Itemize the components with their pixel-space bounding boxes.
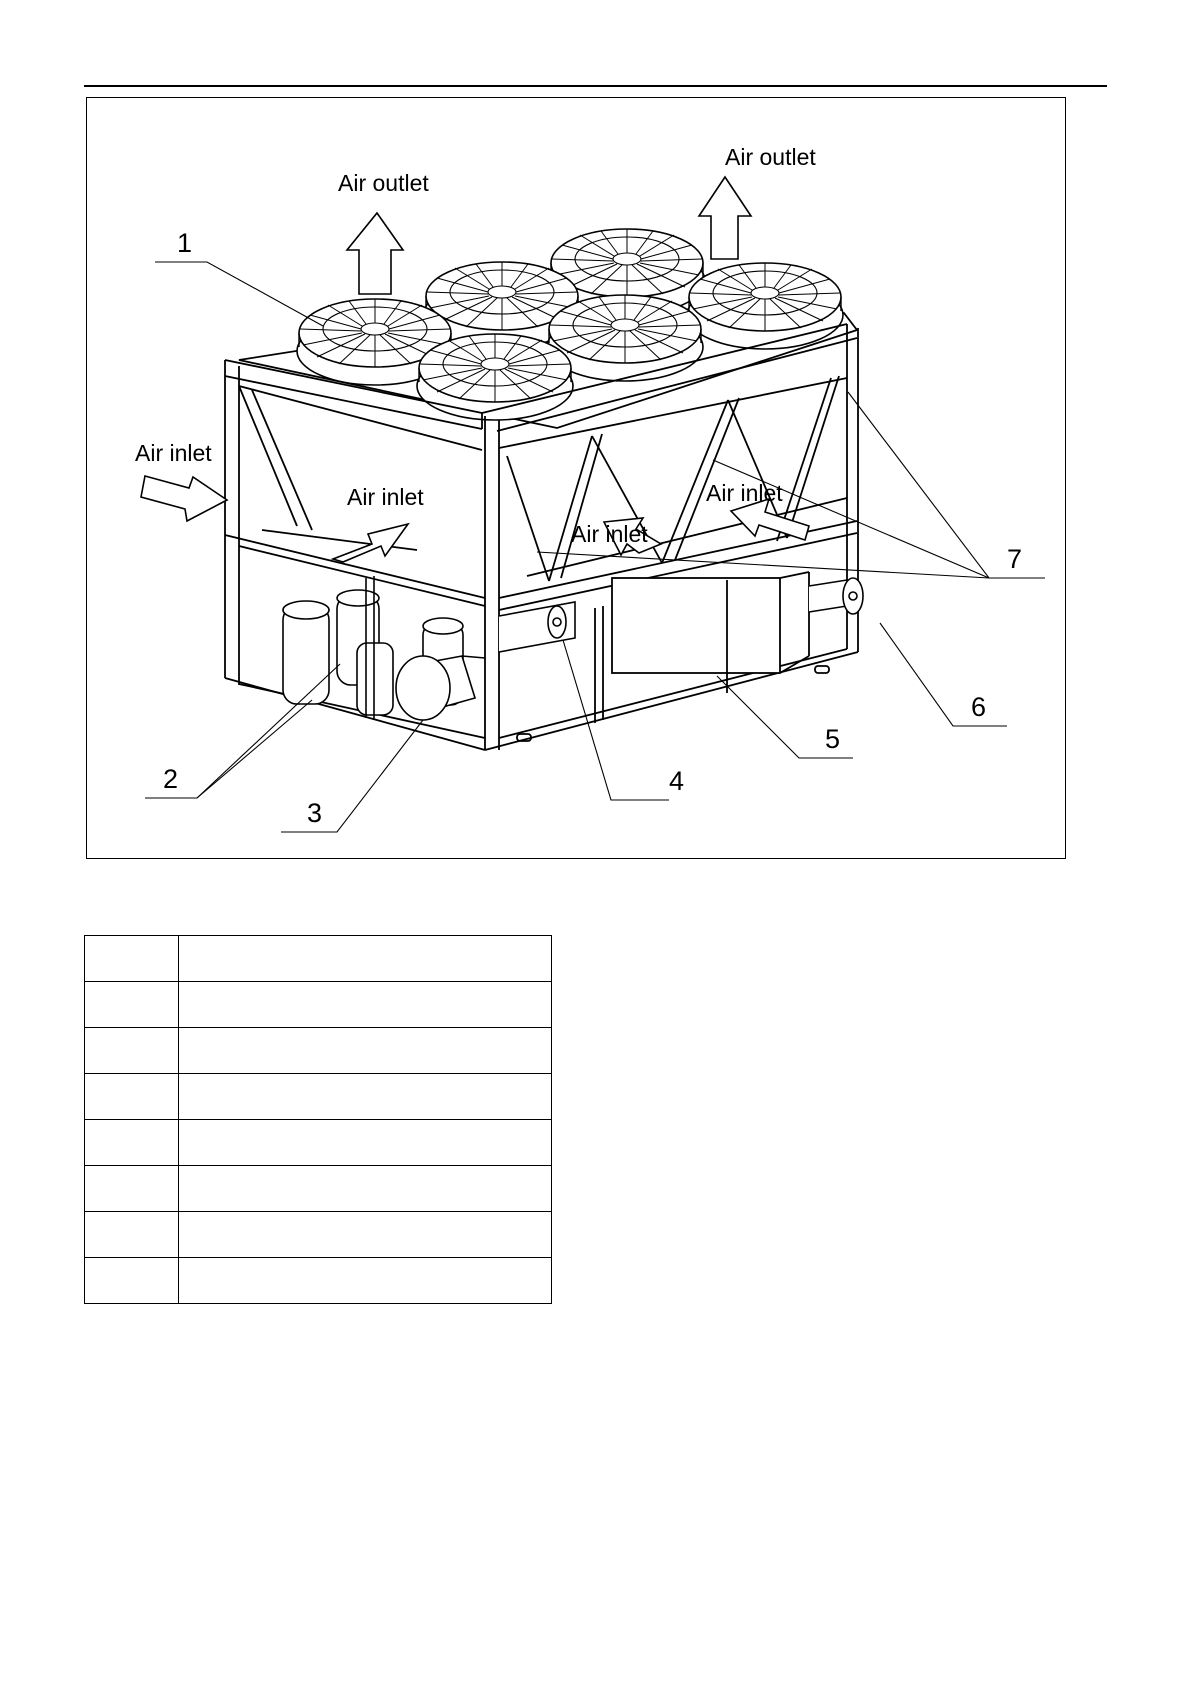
header-rule xyxy=(84,85,1107,87)
water-inlet-pipe xyxy=(499,602,575,652)
part-no xyxy=(85,1028,179,1074)
part-name xyxy=(179,1074,552,1120)
part-no xyxy=(85,1120,179,1166)
accumulator xyxy=(396,656,485,720)
air-outlet-arrow xyxy=(347,213,403,294)
air-outlet-arrow xyxy=(699,177,751,259)
table-row xyxy=(85,1120,552,1166)
parts-table xyxy=(84,935,552,1304)
air-inlet-label: Air inlet xyxy=(571,521,648,547)
part-name xyxy=(179,936,552,982)
table-row xyxy=(85,1258,552,1304)
callout-2: 2 xyxy=(163,764,179,794)
callout-7: 7 xyxy=(1007,544,1023,574)
table-row xyxy=(85,1212,552,1258)
part-name xyxy=(179,1258,552,1304)
part-no xyxy=(85,936,179,982)
callout-6: 6 xyxy=(971,692,987,722)
unit-diagram-frame xyxy=(86,97,1066,859)
air-inlet-arrow xyxy=(333,524,408,562)
unit-diagram xyxy=(87,98,1067,860)
part-name xyxy=(179,1212,552,1258)
fan-icon xyxy=(687,263,843,349)
table-row xyxy=(85,1166,552,1212)
table-row xyxy=(85,936,552,982)
water-outlet-pipe xyxy=(809,578,863,614)
air-inlet-label: Air inlet xyxy=(706,480,783,506)
air-inlet-arrow xyxy=(141,476,227,521)
part-no xyxy=(85,1258,179,1304)
part-no xyxy=(85,1212,179,1258)
air-inlet-label: Air inlet xyxy=(347,484,424,510)
callout-5: 5 xyxy=(825,724,841,754)
air-outlet-label: Air outlet xyxy=(725,144,816,170)
part-name xyxy=(179,982,552,1028)
part-no xyxy=(85,1074,179,1120)
callout-3: 3 xyxy=(307,798,323,828)
air-outlet-label: Air outlet xyxy=(338,170,429,196)
part-no xyxy=(85,982,179,1028)
callout-4: 4 xyxy=(669,766,685,796)
part-name xyxy=(179,1120,552,1166)
part-name xyxy=(179,1166,552,1212)
air-inlet-label: Air inlet xyxy=(135,440,212,466)
callout-1: 1 xyxy=(177,228,193,258)
part-name xyxy=(179,1028,552,1074)
table-row xyxy=(85,982,552,1028)
fan-icon xyxy=(417,334,573,420)
table-row xyxy=(85,1074,552,1120)
table-row xyxy=(85,1028,552,1074)
part-no xyxy=(85,1166,179,1212)
